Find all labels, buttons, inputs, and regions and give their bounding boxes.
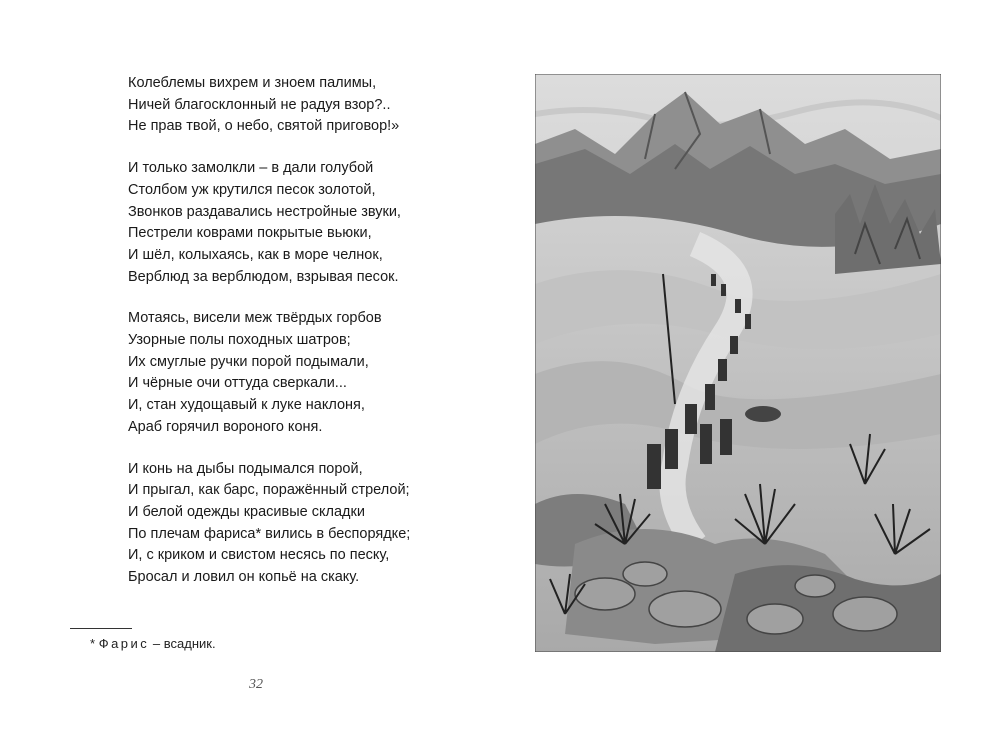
poem-line: И, с криком и свистом несясь по песку,: [128, 547, 390, 564]
poem-line: И конь на дыбы подымался порой,: [128, 460, 363, 477]
poem-line: Верблюд за верблюдом, взрывая песок.: [128, 268, 399, 285]
poem-line: Узорные полы походных шатров;: [128, 332, 351, 349]
poem-line: Пестрели коврами покрытые вьюки,: [128, 225, 372, 242]
poem-line: И только замолкли – в дали голубой: [128, 160, 374, 177]
footnote-marker: *: [90, 636, 96, 651]
poem-line: И, стан худощавый к луке наклоня,: [128, 397, 365, 414]
stanza: [128, 308, 458, 438]
caravan-illustration: [535, 74, 941, 652]
poem-line: Не прав твой, о небо, святой приговор!»: [128, 118, 400, 135]
poem-line: И чёрные очи оттуда сверкали...: [128, 375, 347, 392]
footnote: [90, 636, 216, 651]
poem-line: Араб горячил вороного коня.: [128, 418, 323, 435]
poem-line: Звонков раздавались нестройные звуки,: [128, 203, 401, 220]
poem-line: По плечам фариса* вились в беспорядке;: [128, 525, 411, 542]
poem-line: Мотаясь, висели меж твёрдых горбов: [128, 310, 382, 327]
poem-line: И прыгал, как барс, поражённый стрелой;: [128, 482, 410, 499]
stanza: [128, 459, 458, 589]
footnote-definition: – всадник.: [152, 636, 216, 651]
footnote-term: Фарис: [98, 636, 150, 651]
caravan-illustration-drawing: [535, 74, 941, 652]
poem-line: И шёл, колыхаясь, как в море челнок,: [128, 246, 383, 263]
footnote-divider: [70, 628, 132, 629]
stanza: [128, 73, 458, 138]
poem-line: Столбом уж крутился песок золотой,: [128, 181, 376, 198]
poem-line: Бросал и ловил он копьё на скаку.: [128, 569, 360, 586]
poem-line: И белой одежды красивые складки: [128, 503, 365, 520]
poem-line: Их смуглые ручки порой подымали,: [128, 353, 369, 370]
page-number: 32: [249, 677, 263, 692]
poem-line: Колеблемы вихрем и зноем палимы,: [128, 75, 377, 91]
poem-text: [128, 73, 458, 609]
stanza: [128, 158, 458, 288]
poem-line: Ничей благосклонный не радуя взор?..: [128, 96, 391, 113]
